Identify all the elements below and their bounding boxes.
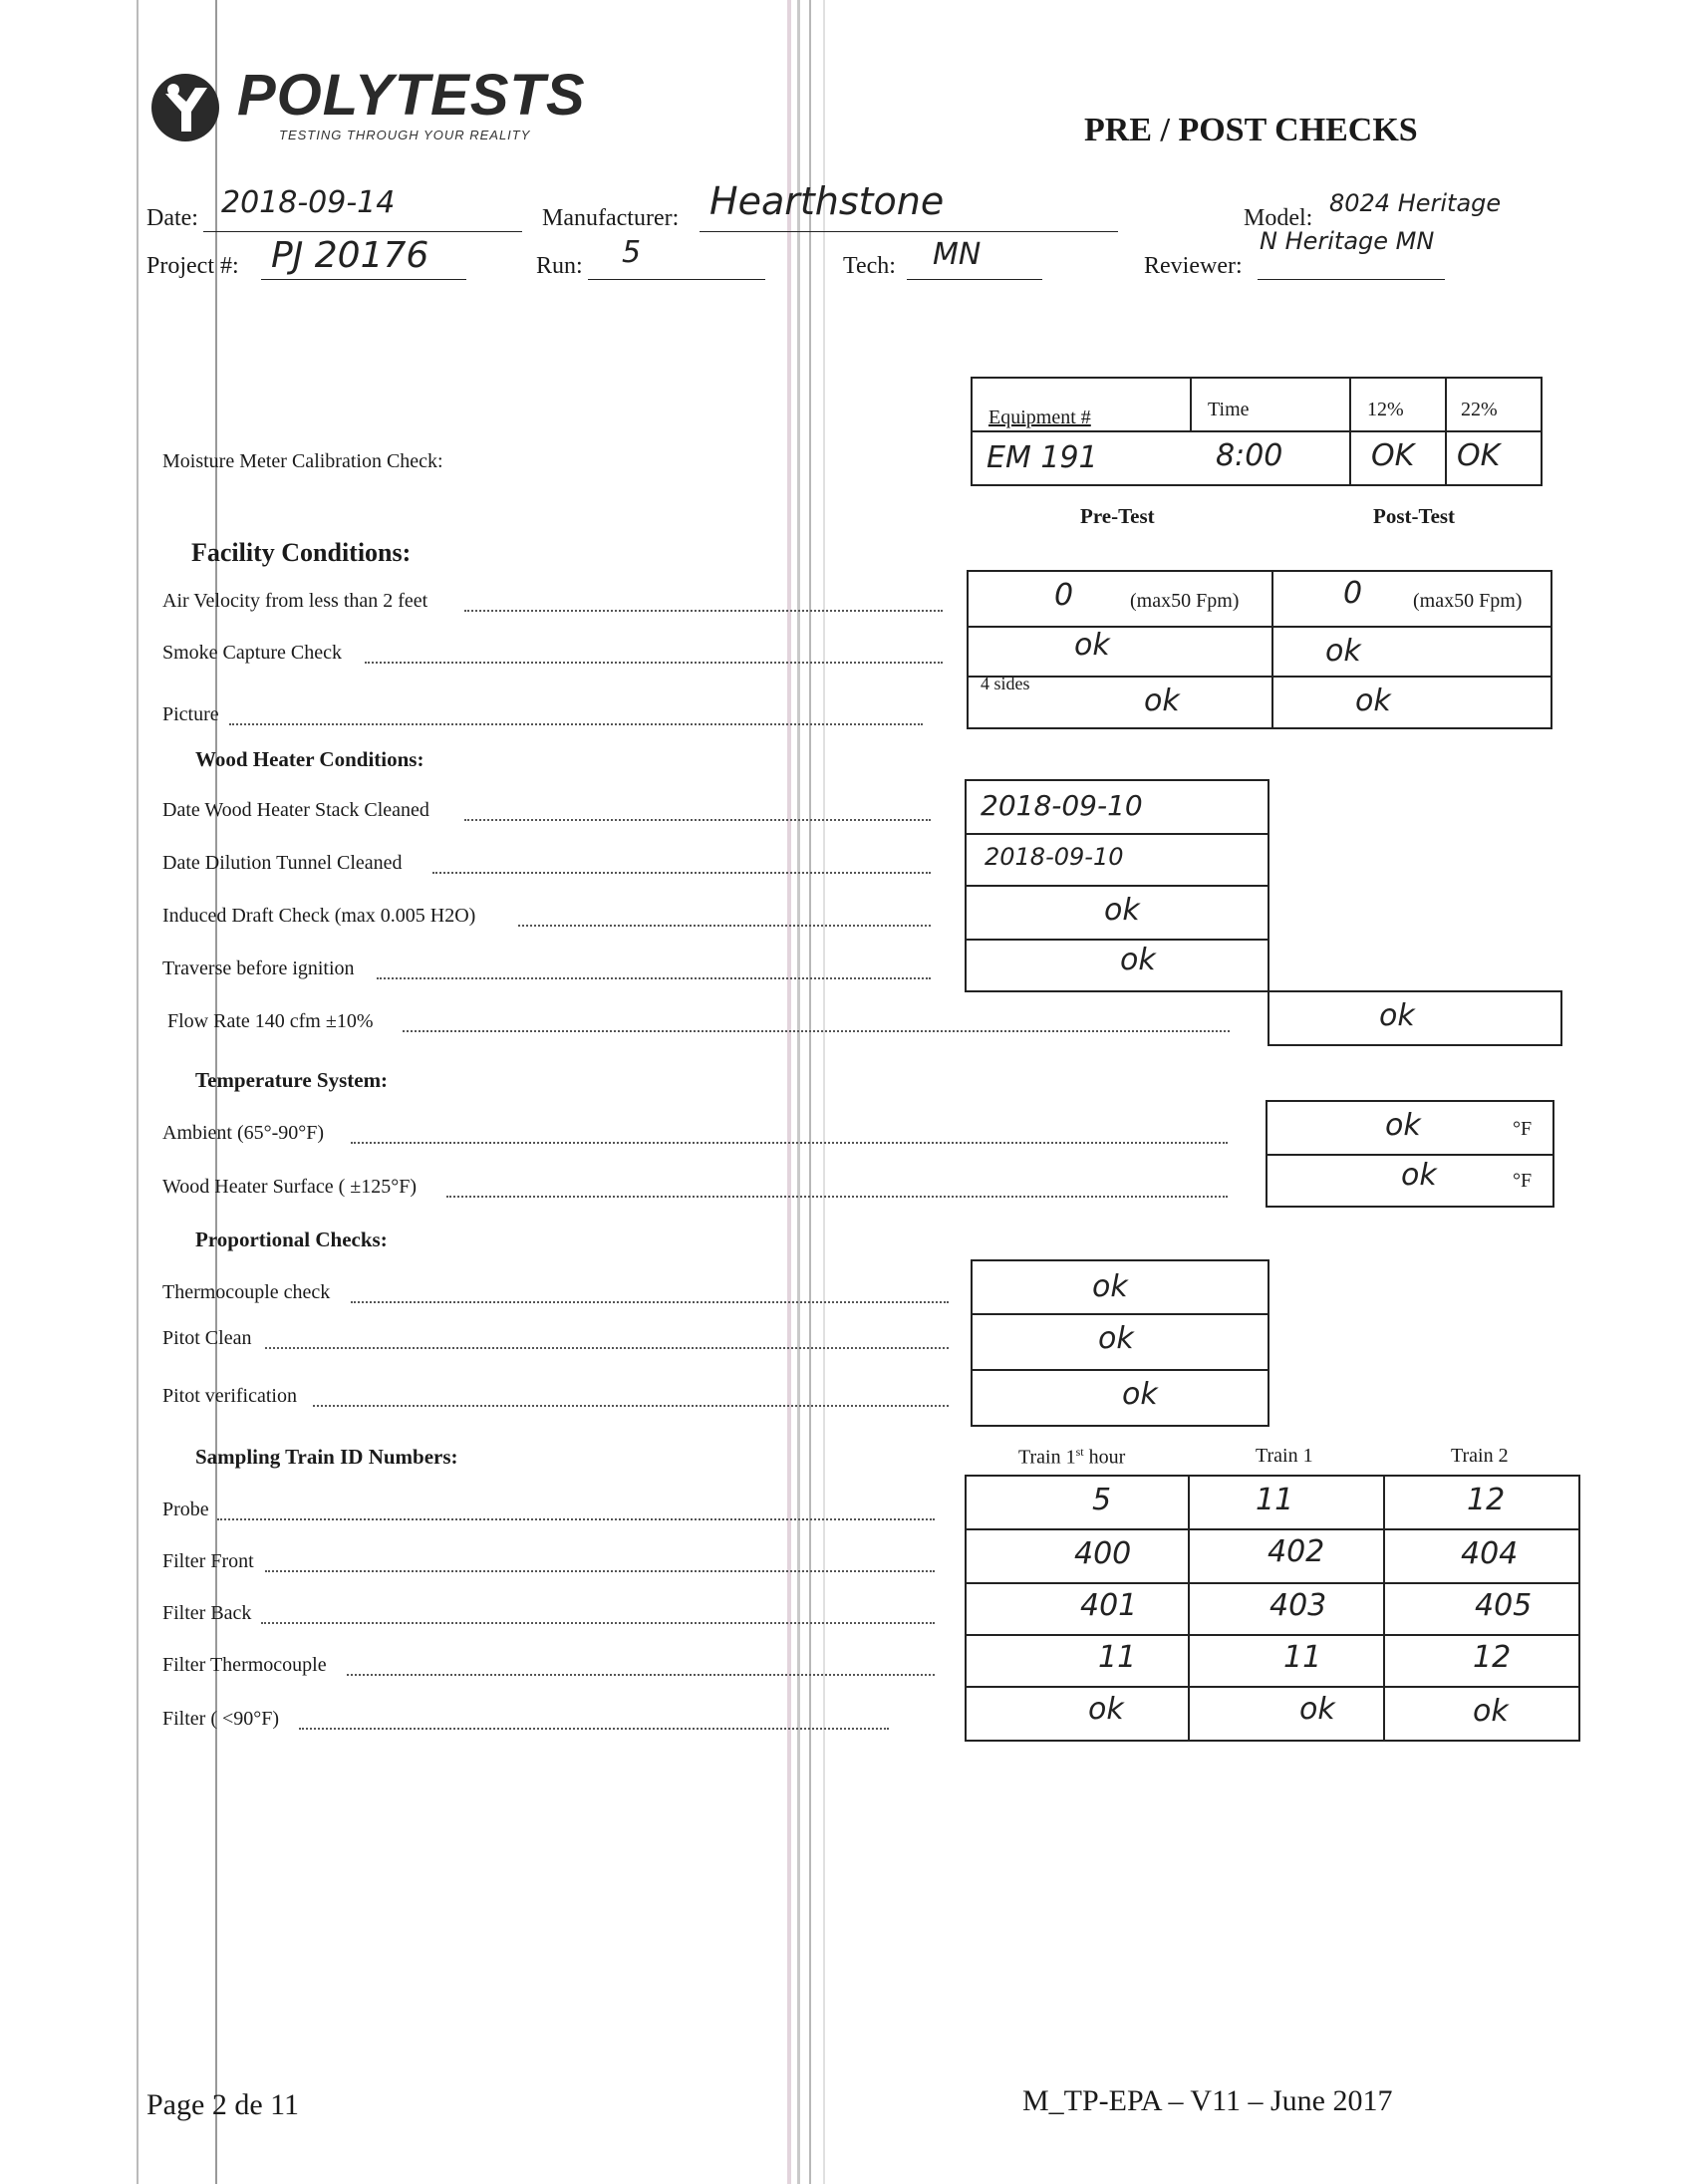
temperature-title: Temperature System: [195, 1068, 389, 1092]
smoke-capture-post: ok [1325, 634, 1361, 669]
leader-dots [313, 1405, 949, 1407]
leader-dots [403, 1030, 1230, 1032]
flow-rate-value: ok [1379, 998, 1415, 1033]
leader-dots [265, 1347, 949, 1349]
probe-train1: 11 [1256, 1483, 1294, 1517]
air-velocity-pre-note: (max50 Fpm) [1130, 590, 1240, 612]
moisture-table [971, 377, 1543, 486]
surface-unit: °F [1513, 1170, 1533, 1192]
page-title: PRE / POST CHECKS [1084, 112, 1418, 148]
tech-label: Tech: [843, 253, 896, 279]
facility-table [967, 570, 1552, 729]
filter-temp-train1: ok [1299, 1692, 1335, 1727]
wood-heater-title: Wood Heater Conditions: [195, 747, 424, 771]
filter-thermocouple-train1: 11 [1283, 1640, 1322, 1675]
leader-dots [446, 1196, 1228, 1198]
facility-row-label: Picture [162, 703, 219, 725]
air-velocity-pre: 0 [1054, 578, 1074, 613]
leader-dots [365, 662, 943, 664]
induced-draft-value: ok [1104, 893, 1140, 928]
run-value: 5 [622, 235, 642, 270]
air-velocity-post-note: (max50 Fpm) [1413, 590, 1523, 612]
reviewer-underline [1258, 279, 1445, 280]
sampling-row-label: Filter Thermocouple [162, 1654, 327, 1676]
sampling-header-train2: Train 2 [1451, 1445, 1509, 1467]
scan-streak [823, 0, 825, 2184]
sampling-header-train1: Train 1 [1256, 1445, 1313, 1467]
filter-temp-train2: ok [1473, 1694, 1509, 1729]
leader-dots [347, 1674, 935, 1676]
temperature-table [1266, 1100, 1554, 1208]
sampling-header-train1-first-hour: Train 1st hour [1018, 1445, 1126, 1469]
moisture-12-value: OK [1371, 438, 1415, 473]
manufacturer-value: Hearthstone [709, 179, 945, 223]
reviewer-value: N Heritage MN [1260, 227, 1435, 255]
filter-thermocouple-train1-first-hour: 11 [1098, 1640, 1137, 1675]
sampling-table [965, 1475, 1580, 1742]
model-label: Model: [1244, 205, 1313, 231]
traverse-value: ok [1120, 943, 1156, 977]
temperature-row-label: Ambient (65°-90°F) [162, 1122, 325, 1144]
surface-value: ok [1401, 1158, 1437, 1193]
page-number: Page 2 de 11 [146, 2088, 300, 2121]
proportional-row-label: Pitot verification [162, 1385, 297, 1407]
stack-cleaned-date: 2018-09-10 [981, 789, 1143, 822]
pre-test-header: Pre-Test [1080, 504, 1155, 528]
project-label: Project #: [146, 253, 239, 279]
brand-tagline: TESTING THROUGH YOUR REALITY [279, 128, 531, 142]
moisture-header-12: 12% [1367, 399, 1404, 420]
scan-streak [137, 0, 139, 2184]
facility-row-label: Smoke Capture Check [162, 642, 342, 664]
sampling-row-label: Filter Front [162, 1550, 254, 1572]
document-reference: M_TP-EPA – V11 – June 2017 [1022, 2084, 1393, 2117]
temperature-row-label: Wood Heater Surface ( ±125°F) [162, 1176, 418, 1198]
wood-row-label: Date Dilution Tunnel Cleaned [162, 852, 403, 874]
leader-dots [518, 925, 931, 927]
wood-row-label: Flow Rate 140 cfm ±10% [167, 1010, 374, 1032]
filter-thermocouple-train2: 12 [1473, 1640, 1512, 1675]
filter-front-train2: 404 [1461, 1536, 1519, 1571]
leader-dots [217, 1518, 935, 1520]
date-underline [203, 231, 522, 232]
pitot-verification-value: ok [1122, 1377, 1158, 1412]
filter-front-train1: 402 [1268, 1534, 1325, 1569]
manufacturer-underline [700, 231, 1118, 232]
wood-row-label: Traverse before ignition [162, 957, 355, 979]
picture-pre: ok [1144, 683, 1180, 718]
filter-front-train1-first-hour: 400 [1074, 1536, 1132, 1571]
air-velocity-post: 0 [1343, 576, 1363, 611]
picture-pre-note: 4 sides [981, 674, 1030, 693]
run-label: Run: [536, 253, 583, 279]
scan-streak [809, 0, 811, 2184]
leader-dots [265, 1570, 935, 1572]
leader-dots [299, 1728, 889, 1730]
sampling-title: Sampling Train ID Numbers: [195, 1445, 458, 1469]
moisture-header-equipment: Equipment # [988, 407, 1091, 428]
proportional-table [971, 1259, 1269, 1427]
ambient-unit: °F [1513, 1118, 1533, 1140]
polytests-logo [147, 62, 586, 151]
facility-row-label: Air Velocity from less than 2 feet [162, 590, 428, 612]
leader-dots [464, 610, 943, 612]
manufacturer-label: Manufacturer: [542, 205, 680, 231]
moisture-equipment-value: EM 191 [986, 440, 1098, 475]
proportional-row-label: Thermocouple check [162, 1281, 331, 1303]
smoke-capture-pre: ok [1074, 628, 1110, 663]
thermocouple-check-value: ok [1092, 1269, 1128, 1304]
flow-rate-post-cell [1268, 990, 1562, 1046]
run-underline [588, 279, 765, 280]
leader-dots [351, 1142, 1228, 1144]
project-value: PJ 20176 [271, 235, 429, 276]
tech-value: MN [933, 237, 982, 272]
wood-heater-table [965, 779, 1269, 992]
filter-back-train2: 405 [1475, 1588, 1533, 1623]
pitot-clean-value: ok [1098, 1321, 1134, 1356]
moisture-header-22: 22% [1461, 399, 1498, 420]
polytests-logo-icon [147, 70, 223, 145]
brand-name: POLYTESTS [237, 63, 586, 128]
post-test-header: Post-Test [1373, 504, 1456, 528]
sampling-row-label: Filter Back [162, 1602, 252, 1624]
probe-train1-first-hour: 5 [1092, 1483, 1112, 1517]
moisture-time-value: 8:00 [1216, 438, 1283, 473]
project-underline [261, 279, 466, 280]
date-value: 2018-09-14 [221, 185, 396, 220]
wood-row-label: Date Wood Heater Stack Cleaned [162, 799, 429, 821]
wood-row-label: Induced Draft Check (max 0.005 H2O) [162, 905, 476, 927]
tunnel-cleaned-date: 2018-09-10 [985, 843, 1124, 871]
ambient-value: ok [1385, 1108, 1421, 1143]
filter-back-train1: 403 [1269, 1588, 1327, 1623]
leader-dots [377, 977, 931, 979]
proportional-row-label: Pitot Clean [162, 1327, 252, 1349]
leader-dots [261, 1622, 935, 1624]
filter-temp-train1-first-hour: ok [1088, 1692, 1124, 1727]
date-label: Date: [146, 205, 198, 231]
tech-underline [907, 279, 1042, 280]
leader-dots [351, 1301, 949, 1303]
model-value: 8024 Heritage [1329, 189, 1502, 217]
scan-streak [797, 0, 800, 2184]
reviewer-label: Reviewer: [1144, 253, 1243, 279]
proportional-title: Proportional Checks: [195, 1228, 388, 1251]
sampling-row-label: Filter ( <90°F) [162, 1708, 280, 1730]
leader-dots [229, 723, 923, 725]
probe-train2: 12 [1467, 1483, 1506, 1517]
sampling-row-label: Probe [162, 1499, 209, 1520]
facility-title: Facility Conditions: [191, 538, 412, 567]
filter-back-train1-first-hour: 401 [1080, 1588, 1138, 1623]
leader-dots [432, 872, 931, 874]
moisture-22-value: OK [1457, 438, 1501, 473]
moisture-label: Moisture Meter Calibration Check: [162, 450, 443, 472]
scan-streak [787, 0, 791, 2184]
leader-dots [464, 819, 931, 821]
moisture-header-time: Time [1208, 399, 1250, 420]
picture-post: ok [1355, 683, 1391, 718]
